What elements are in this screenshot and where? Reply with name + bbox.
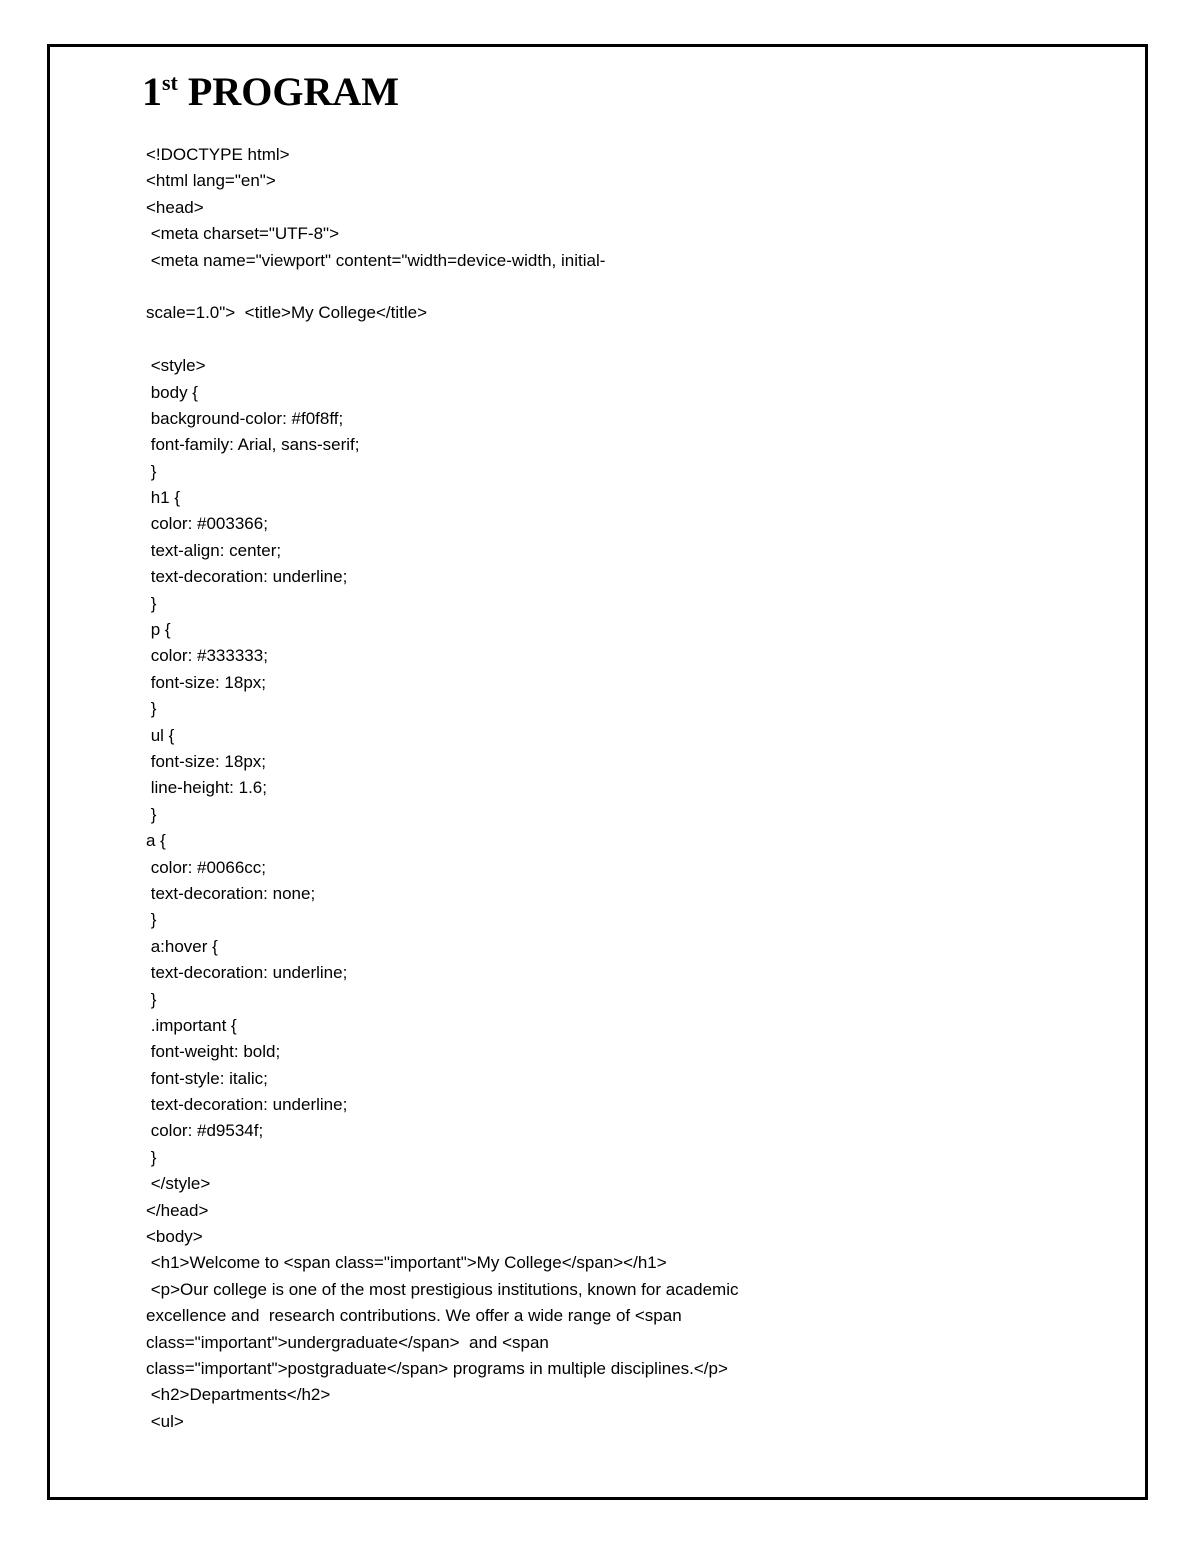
code-line: scale=1.0"> <title>My College</title> xyxy=(146,303,428,323)
program-title xyxy=(142,66,399,118)
code-line: a { xyxy=(146,831,166,851)
code-line: </style> xyxy=(146,1174,211,1194)
code-line: text-decoration: none; xyxy=(146,883,316,903)
code-line: <ul> xyxy=(146,1411,184,1431)
code-line: text-align: center; xyxy=(146,540,282,560)
code-line: <html lang="en"> xyxy=(146,171,276,191)
code-line: } xyxy=(146,699,157,719)
code-line: <h1>Welcome to <span class="important">My College</span></h1> xyxy=(146,1253,667,1273)
code-line: h1 { xyxy=(146,488,181,508)
code-line: } xyxy=(146,804,157,824)
code-line: p { xyxy=(146,620,171,640)
code-line: } xyxy=(146,989,157,1009)
code-line: <body> xyxy=(146,1227,203,1247)
code-line: background-color: #f0f8ff; xyxy=(146,408,344,428)
code-line: font-weight: bold; xyxy=(146,1042,281,1062)
code-line: } xyxy=(146,461,157,481)
code-line: ul { xyxy=(146,725,175,745)
ordinal-suffix: st xyxy=(162,70,178,95)
code-line: text-decoration: underline; xyxy=(146,567,348,587)
program-label: PROGRAM xyxy=(177,69,399,114)
code-line: <h2>Departments</h2> xyxy=(146,1385,331,1405)
code-line: text-decoration: underline; xyxy=(146,1095,348,1115)
code-line: text-decoration: underline; xyxy=(146,963,348,983)
code-line: <meta charset="UTF-8"> xyxy=(146,224,340,244)
code-line: </head> xyxy=(146,1200,209,1220)
code-line: } xyxy=(146,910,157,930)
code-line: font-size: 18px; xyxy=(146,672,267,692)
code-line: } xyxy=(146,593,157,613)
code-line: excellence and research contributions. We offer a wide range of <span xyxy=(146,1306,682,1326)
code-line: font-family: Arial, sans-serif; xyxy=(146,435,360,455)
code-line: line-height: 1.6; xyxy=(146,778,267,798)
code-line: a:hover { xyxy=(146,936,218,956)
code-listing xyxy=(146,142,738,1435)
program-number: 1 xyxy=(142,69,162,114)
code-line: font-style: italic; xyxy=(146,1068,268,1088)
code-line: <!DOCTYPE html> xyxy=(146,145,290,164)
code-line: } xyxy=(146,1147,157,1167)
code-line: color: #0066cc; xyxy=(146,857,267,877)
code-line: color: #003366; xyxy=(146,514,268,534)
code-line: font-size: 18px; xyxy=(146,751,267,771)
code-line: <style> xyxy=(146,356,206,376)
code-line: body { xyxy=(146,382,198,402)
code-line: <p>Our college is one of the most prestigious institutions, known for academic xyxy=(146,1279,739,1299)
code-line: color: #d9534f; xyxy=(146,1121,264,1141)
code-line: <head> xyxy=(146,197,204,217)
code-line: <meta name="viewport" content="width=device-width, initial- xyxy=(146,250,606,270)
code-line: class="important">undergraduate</span> and <span xyxy=(146,1332,549,1352)
code-line: color: #333333; xyxy=(146,646,268,666)
code-line: .important { xyxy=(146,1015,237,1035)
code-line xyxy=(146,327,738,353)
code-line: class="important">postgraduate</span> programs in multiple disciplines.</p> xyxy=(146,1358,728,1378)
code-line xyxy=(146,274,738,300)
